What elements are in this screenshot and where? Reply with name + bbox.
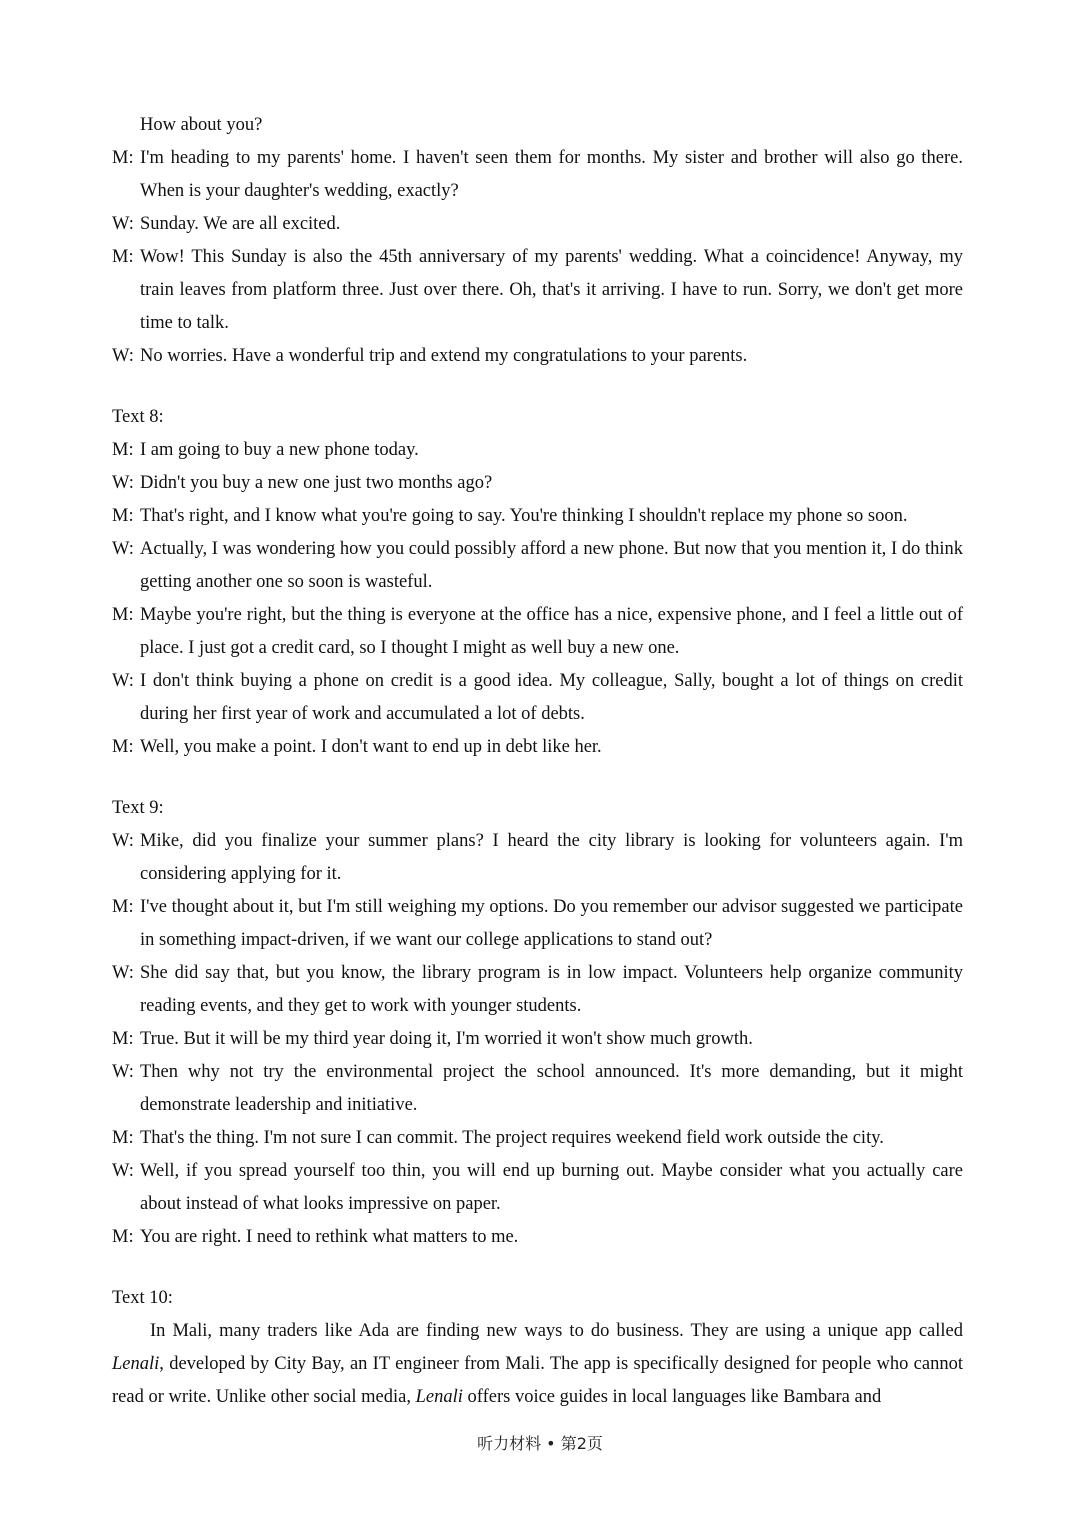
app-name: Lenali [415,1387,463,1407]
page-content [112,109,963,1414]
dialogue-turn [112,1056,963,1122]
dialogue-turn [112,467,963,500]
dialogue-turn [112,891,963,957]
paragraph-text: offers voice guides in local languages like Bambara and [462,1387,882,1407]
dialogue-text: Wow! This Sunday is also the 45th anniversary of my parents' wedding. What a coincidence! Anyway, my train leaves from platform three. Just over there. Oh, that's it arriving. I have to run. Sorry, we don't get more time to talk. [140,247,963,333]
dialogue-turn [112,500,963,533]
speaker-label: W: [112,473,134,493]
dialogue-turn [112,208,963,241]
speaker-label: M: [112,247,134,267]
text8-heading: Text 8: [112,407,164,427]
dialogue-turn [112,434,963,467]
speaker-label: W: [112,831,134,851]
dialogue-text: That's the thing. I'm not sure I can commit. The project requires weekend field work outside the city. [140,1128,884,1148]
speaker-label: M: [112,605,134,625]
speaker-label: W: [112,346,134,366]
dialogue-turn [112,599,963,665]
speaker-label: M: [112,506,134,526]
dialogue-text: I'm heading to my parents' home. I haven't seen them for months. My sister and brother will also go there. When is your daughter's wedding, exactly? [140,148,963,201]
dialogue-text: You are right. I need to rethink what matters to me. [140,1227,519,1247]
dialogue-turn [112,241,963,340]
dialogue-text: No worries. Have a wonderful trip and extend my congratulations to your parents. [140,346,748,366]
dialogue-text: Actually, I was wondering how you could possibly afford a new phone. But now that you mention it, I do think getting another one so soon is wasteful. [140,539,963,592]
speaker-label: W: [112,963,134,983]
text10-heading: Text 10: [112,1288,173,1308]
speaker-label: W: [112,671,134,691]
speaker-label: M: [112,897,134,917]
continued-line: How about you? [140,115,263,135]
dialogue-turn [112,340,963,373]
dialogue-text: I don't think buying a phone on credit is a good idea. My colleague, Sally, bought a lot of things on credit during her first year of work and accumulated a lot of debts. [140,671,963,724]
speaker-label: M: [112,440,134,460]
text9-heading: Text 9: [112,798,164,818]
text8-dialogue [112,434,963,764]
dialogue-text: Then why not try the environmental project the school announced. It's more demanding, but it might demonstrate leadership and initiative. [140,1062,963,1115]
speaker-label: M: [112,1029,134,1049]
speaker-label: M: [112,1128,134,1148]
dialogue-text: Well, you make a point. I don't want to end up in debt like her. [140,737,602,757]
speaker-label: W: [112,1062,134,1082]
speaker-label: M: [112,737,134,757]
dialogue-text: Mike, did you finalize your summer plans? I heard the city library is looking for volunteers again. I'm considering applying for it. [140,831,963,884]
dialogue-text: I've thought about it, but I'm still weighing my options. Do you remember our advisor suggested we participate in something impact-driven, if we want our college applications to stand out? [140,897,963,950]
paragraph-text: In Mali, many traders like Ada are finding new ways to do business. They are using a unique app called [150,1321,963,1341]
dialogue-turn [112,142,963,208]
dialogue-text: That's right, and I know what you're going to say. You're thinking I shouldn't replace my phone so soon. [140,506,908,526]
dialogue-turn [112,1221,963,1254]
dialogue-text: I am going to buy a new phone today. [140,440,419,460]
dialogue-text: Well, if you spread yourself too thin, you will end up burning out. Maybe consider what you actually care about instead of what looks impressive on paper. [140,1161,963,1214]
speaker-label: M: [112,1227,134,1247]
paragraph-text: , developed by City Bay, an IT engineer from Mali. The app is specifically designed for people who cannot read or write. Unlike other social media, [112,1354,963,1407]
text9-dialogue [112,825,963,1254]
dialogue-turn [112,1155,963,1221]
speaker-label: W: [112,1161,134,1181]
dialogue-text: She did say that, but you know, the library program is in low impact. Volunteers help organize community reading events, and they get to work with younger students. [140,963,963,1016]
text10-paragraph [112,1315,963,1414]
text7-dialogue [112,142,963,373]
dialogue-text: Sunday. We are all excited. [140,214,341,234]
app-name: Lenali [112,1354,160,1374]
dialogue-turn [112,665,963,731]
speaker-label: W: [112,539,134,559]
speaker-label: M: [112,148,134,168]
dialogue-turn [112,1023,963,1056]
dialogue-turn [112,731,963,764]
dialogue-text: True. But it will be my third year doing it, I'm worried it won't show much growth. [140,1029,753,1049]
dialogue-text: Didn't you buy a new one just two months ago? [140,473,493,493]
dialogue-text: Maybe you're right, but the thing is everyone at the office has a nice, expensive phone, and I feel a little out of place. I just got a credit card, so I thought I might as well buy a new one. [140,605,963,658]
dialogue-turn [112,533,963,599]
speaker-label: W: [112,214,134,234]
dialogue-turn [112,957,963,1023]
page-footer: 听力材料 • 第2页 [477,1434,603,1453]
dialogue-turn [112,1122,963,1155]
dialogue-turn [112,825,963,891]
